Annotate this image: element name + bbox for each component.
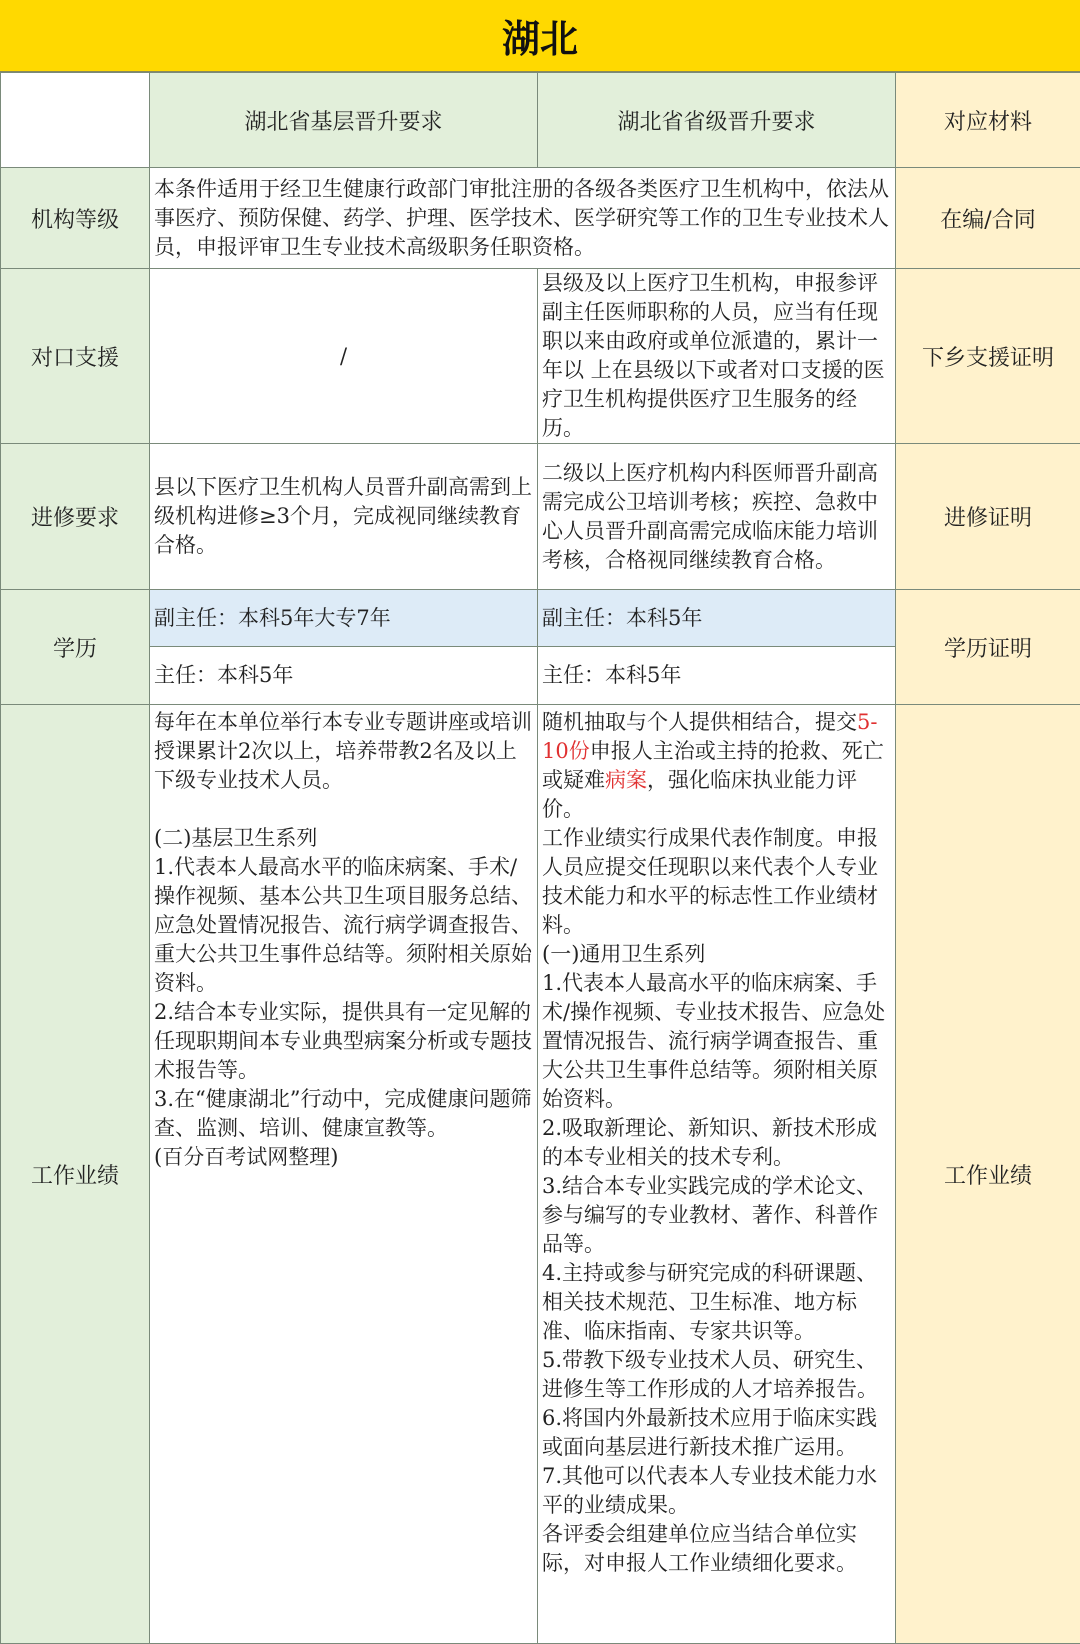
support-material: 下乡支援证明 (896, 269, 1080, 444)
training-material: 进修证明 (896, 444, 1080, 590)
performance-provincial-item: 4.主持或参与研究完成的科研课题、相关技术规范、卫生标准、地方标准、临床指南、专家共识等。 (542, 1261, 878, 1343)
training-row (1, 444, 1080, 590)
education-provincial-chief: 主任：本科5年 (538, 647, 896, 705)
performance-basic (150, 705, 538, 1644)
support-label: 对口支援 (1, 269, 150, 444)
training-label: 进修要求 (1, 444, 150, 590)
performance-label: 工作业绩 (1, 705, 150, 1644)
performance-provincial (538, 705, 896, 1644)
header-basic: 湖北省基层晋升要求 (150, 73, 538, 168)
performance-basic-item: 1.代表本人最高水平的临床病案、手术/操作视频、基本公共卫生项目服务总结、应急处置情况报告、流行病学调查报告、重大公共卫生事件总结等。须附相关原始资料。 (154, 855, 532, 995)
performance-row (1, 705, 1080, 1644)
education-basic-chief: 主任：本科5年 (150, 647, 538, 705)
performance-provincial-item: 2.吸取新理论、新知识、新技术形成的本专业相关的技术专利。 (542, 1116, 878, 1169)
performance-basic-note: (百分百考试网整理) (154, 1145, 339, 1169)
performance-provincial-item: 5.带教下级专业技术人员、研究生、进修生等工作形成的人才培养报告。 (542, 1348, 878, 1401)
performance-provincial-closing: 各评委会组建单位应当结合单位实际，对申报人工作业绩细化要求。 (542, 1522, 857, 1575)
institution-row (1, 168, 1080, 269)
performance-provincial-intro: 随机抽取与个人提供相结合，提交5-10份申报人主治或主持的抢救、死亡或疑难病案，强化临床执业能力评价。 (542, 710, 884, 821)
training-provincial: 二级以上医疗机构内科医师晋升副高需完成公卫培训考核；疾控、急救中心人员晋升副高需完成临床能力培训考核，合格视同继续教育合格。 (538, 444, 896, 590)
requirements-table (0, 72, 1080, 1644)
education-basic-deputy: 副主任：本科5年大专7年 (150, 590, 538, 647)
education-label: 学历 (1, 590, 150, 705)
performance-material: 工作业绩 (896, 705, 1080, 1644)
education-provincial-deputy: 副主任：本科5年 (538, 590, 896, 647)
performance-provincial-item: 6.将国内外最新技术应用于临床实践或面向基层进行新技术推广运用。 (542, 1406, 878, 1459)
performance-provincial-item: 7.其他可以代表本人专业技术能力水平的业绩成果。 (542, 1464, 878, 1517)
header-row (1, 73, 1080, 168)
header-provincial: 湖北省省级晋升要求 (538, 73, 896, 168)
header-corner (1, 73, 150, 168)
highlight-count: 5-10份 (542, 710, 878, 763)
education-material: 学历证明 (896, 590, 1080, 705)
performance-provincial-item: 1.代表本人最高水平的临床病案、手术/操作视频、专业技术报告、应急处置情况报告、流行病学调查报告、重大公共卫生事件总结等。须附相关原始资料。 (542, 971, 886, 1111)
performance-basic-item: 3.在“健康湖北”行动中，完成健康问题筛查、监测、培训、健康宣教等。 (154, 1087, 532, 1140)
support-row (1, 269, 1080, 444)
performance-basic-series: (二)基层卫生系列 (154, 826, 318, 850)
page-title: 湖北 (0, 0, 1080, 72)
support-provincial: 县级及以上医疗卫生机构，申报参评副主任医师职称的人员，应当有任现职以来由政府或单位派遣的，累计一年以 上在县级以下或者对口支援的医疗卫生机构提供医疗卫生服务的经历。 (538, 269, 896, 444)
performance-basic-item: 2.结合本专业实际，提供具有一定见解的任现职期间本专业典型病案分析或专题技术报告等。 (154, 1000, 532, 1082)
performance-provincial-item: 3.结合本专业实践完成的学术论文、参与编写的专业教材、著作、科普作品等。 (542, 1174, 878, 1256)
performance-basic-intro: 每年在本单位举行本专业专题讲座或培训授课累计2次以上，培养带教2名及以上下级专业技术人员。 (154, 710, 532, 792)
institution-material: 在编/合同 (896, 168, 1080, 269)
header-materials: 对应材料 (896, 73, 1080, 168)
performance-provincial-para: 工作业绩实行成果代表作制度。申报人员应提交任现职以来代表个人专业技术能力和水平的标志性工作业绩材料。 (542, 826, 878, 937)
training-basic: 县以下医疗卫生机构人员晋升副高需到上级机构进修≥3个月，完成视同继续教育合格。 (150, 444, 538, 590)
institution-label: 机构等级 (1, 168, 150, 269)
support-basic: / (150, 269, 538, 444)
highlight-cases: 病案 (605, 768, 647, 792)
performance-provincial-series: (一)通用卫生系列 (542, 942, 706, 966)
education-deputy-row (1, 590, 1080, 647)
institution-text: 本条件适用于经卫生健康行政部门审批注册的各级各类医疗卫生机构中，依法从事医疗、预防保健、药学、护理、医学技术、医学研究等工作的卫生专业技术人员，申报评审卫生专业技术高级职务任职资格。 (150, 168, 896, 269)
